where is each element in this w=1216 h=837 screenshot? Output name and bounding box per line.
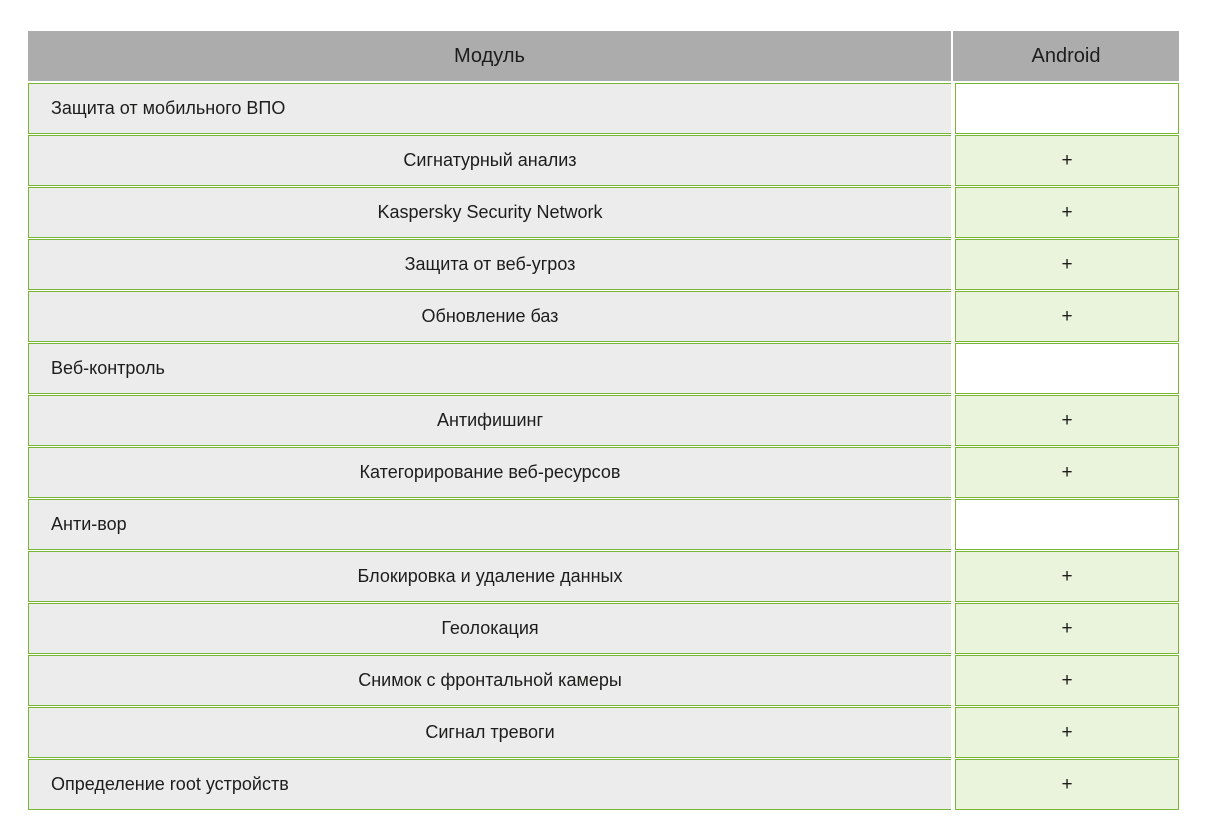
android-support-cell: + [955, 603, 1179, 654]
feature-table [28, 31, 1179, 811]
table-row [28, 551, 1179, 602]
module-name-cell: Определение root устройств [28, 759, 951, 810]
table-row [28, 447, 1179, 498]
header-module: Модуль [28, 31, 951, 81]
module-name-cell: Веб-контроль [28, 343, 951, 394]
table-row [28, 343, 1179, 394]
module-name-cell: Геолокация [28, 603, 951, 654]
table-header [28, 31, 1179, 81]
table-row [28, 239, 1179, 290]
android-support-cell: + [955, 759, 1179, 810]
android-support-cell: + [955, 187, 1179, 238]
table-row [28, 83, 1179, 134]
android-support-cell: + [955, 447, 1179, 498]
table-row [28, 395, 1179, 446]
header-android: Android [951, 31, 1179, 81]
android-support-cell: + [955, 135, 1179, 186]
android-support-cell [955, 83, 1179, 134]
table-row [28, 655, 1179, 706]
table-row [28, 187, 1179, 238]
table-row [28, 603, 1179, 654]
android-support-cell [955, 499, 1179, 550]
module-name-cell: Анти-вор [28, 499, 951, 550]
module-name-cell: Обновление баз [28, 291, 951, 342]
table-row [28, 499, 1179, 550]
android-support-cell [955, 343, 1179, 394]
module-name-cell: Сигнатурный анализ [28, 135, 951, 186]
module-name-cell: Антифишинг [28, 395, 951, 446]
table-body [28, 83, 1179, 810]
module-name-cell: Сигнал тревоги [28, 707, 951, 758]
module-name-cell: Категорирование веб-ресурсов [28, 447, 951, 498]
android-support-cell: + [955, 551, 1179, 602]
module-name-cell: Снимок с фронтальной камеры [28, 655, 951, 706]
android-support-cell: + [955, 291, 1179, 342]
android-support-cell: + [955, 239, 1179, 290]
module-name-cell: Защита от мобильного ВПО [28, 83, 951, 134]
table-row [28, 759, 1179, 810]
table-row [28, 291, 1179, 342]
android-support-cell: + [955, 707, 1179, 758]
android-support-cell: + [955, 395, 1179, 446]
android-support-cell: + [955, 655, 1179, 706]
module-name-cell: Kaspersky Security Network [28, 187, 951, 238]
table-row [28, 707, 1179, 758]
module-name-cell: Блокировка и удаление данных [28, 551, 951, 602]
table-row [28, 135, 1179, 186]
module-name-cell: Защита от веб-угроз [28, 239, 951, 290]
